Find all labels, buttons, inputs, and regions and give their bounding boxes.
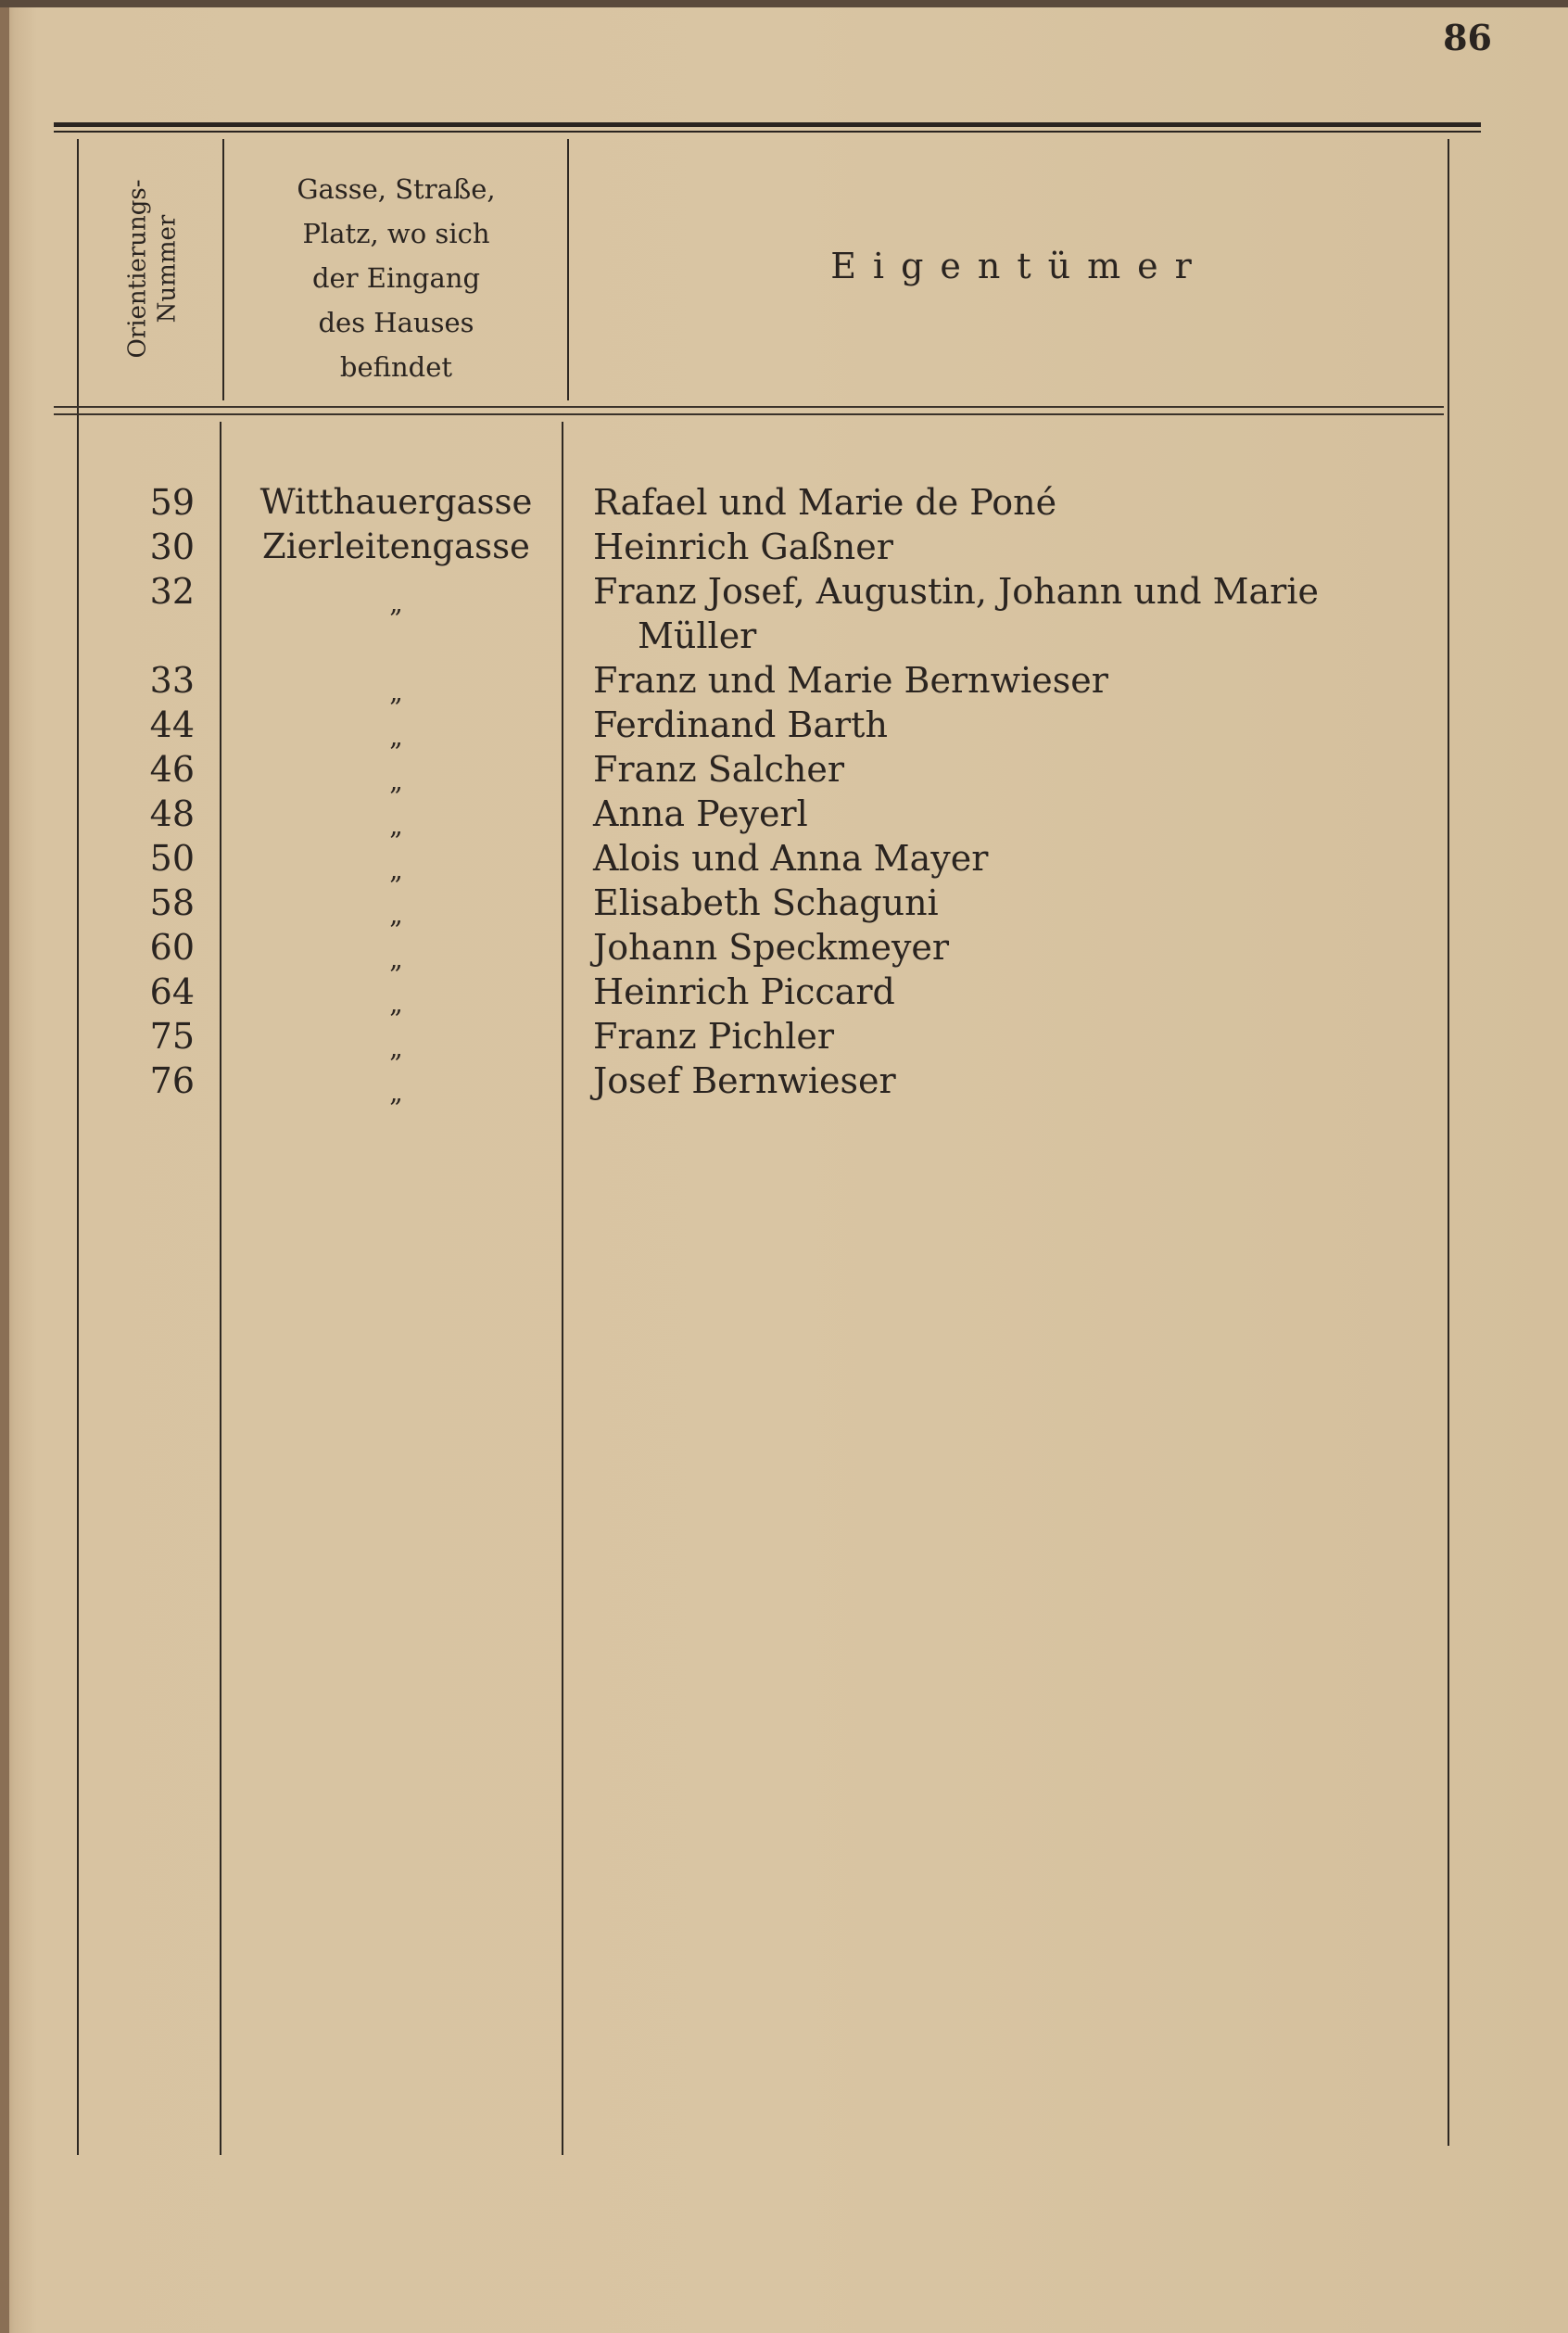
header-col1-line1: Orientierungs- <box>124 179 153 359</box>
row-street <box>227 747 565 794</box>
header-street <box>227 167 565 389</box>
header-rule-2 <box>54 413 1444 415</box>
row-number: 32 <box>149 571 195 612</box>
ditto-mark: „ <box>389 677 403 707</box>
header-col2-line5: befindet <box>339 351 453 383</box>
row-number: 46 <box>149 749 195 790</box>
column-divider-1 <box>222 139 224 400</box>
row-street <box>227 1014 565 1061</box>
table-row <box>0 1059 1568 1108</box>
header-orientation-number <box>83 139 222 399</box>
ditto-mark: „ <box>389 899 403 930</box>
row-owner: Rafael und Marie de Poné <box>593 482 1057 523</box>
row-street <box>227 703 565 750</box>
row-street: Witthauergasse <box>259 482 533 522</box>
row-street <box>227 925 565 972</box>
row-owner: Franz und Marie Bernwieser <box>593 660 1108 701</box>
column-divider-2 <box>567 139 569 400</box>
row-number: 33 <box>149 660 195 701</box>
table-left-border <box>77 139 79 2155</box>
table-row <box>0 792 1568 841</box>
row-number: 44 <box>149 704 195 745</box>
ditto-mark: „ <box>389 1077 403 1108</box>
row-number: 60 <box>149 927 195 968</box>
table-row <box>0 1014 1568 1063</box>
row-owner: Heinrich Piccard <box>593 971 895 1012</box>
header-col1-line2: Nummer <box>154 214 183 323</box>
table-row <box>0 925 1568 974</box>
row-owner: Elisabeth Schaguni <box>593 882 939 923</box>
ditto-mark: „ <box>389 588 403 618</box>
row-number: 75 <box>149 1016 195 1057</box>
row-owner <box>593 569 1418 658</box>
header-col2-line4: des Hauses <box>318 307 474 338</box>
table-row <box>0 970 1568 1019</box>
row-number: 48 <box>149 793 195 834</box>
row-street <box>227 792 565 839</box>
table-row <box>0 747 1568 796</box>
ditto-mark: „ <box>389 1033 403 1063</box>
table-row <box>0 480 1568 525</box>
row-owner: Franz Salcher <box>593 749 845 790</box>
row-street <box>227 970 565 1017</box>
ditto-mark: „ <box>389 721 403 752</box>
header-col2-line3: der Eingang <box>311 262 481 294</box>
table-row <box>0 658 1568 707</box>
table-right-border <box>1448 139 1449 2146</box>
row-street <box>227 1059 565 1106</box>
row-street <box>227 836 565 883</box>
row-owner-line1: Franz Josef, Augustin, Johann und Marie <box>593 571 1319 612</box>
table-row <box>0 836 1568 885</box>
row-owner-line2: Müller <box>638 615 757 656</box>
top-rule-thin <box>54 131 1481 133</box>
header-col2-line2: Platz, wo sich <box>302 218 490 249</box>
table-row <box>0 703 1568 752</box>
top-rule-thick <box>54 122 1481 127</box>
row-owner: Josef Bernwieser <box>593 1060 896 1101</box>
page-number: 86 <box>1443 17 1492 58</box>
row-owner: Heinrich Gaßner <box>593 526 893 567</box>
row-owner: Johann Speckmeyer <box>593 927 950 968</box>
ditto-mark: „ <box>389 810 403 841</box>
header-owner: Eigentümer <box>830 246 1208 286</box>
row-street: Zierleitengasse <box>262 526 530 566</box>
ditto-mark: „ <box>389 988 403 1019</box>
ditto-mark: „ <box>389 944 403 974</box>
row-owner: Anna Peyerl <box>593 793 808 834</box>
ditto-mark: „ <box>389 766 403 796</box>
row-number: 64 <box>149 971 195 1012</box>
row-number: 30 <box>149 526 195 567</box>
page-binding-edge <box>0 0 9 2333</box>
row-owner: Ferdinand Barth <box>593 704 888 745</box>
row-street <box>227 569 565 616</box>
table-row <box>0 569 1568 658</box>
row-owner: Alois und Anna Mayer <box>593 838 989 879</box>
row-number: 59 <box>149 482 195 523</box>
table-row <box>0 525 1568 569</box>
row-street <box>227 881 565 928</box>
row-number: 76 <box>149 1060 195 1101</box>
row-number: 50 <box>149 838 195 879</box>
header-rule-1 <box>54 406 1444 408</box>
row-street <box>227 658 565 705</box>
row-number: 58 <box>149 882 195 923</box>
page-top-edge <box>0 0 1568 7</box>
ditto-mark: „ <box>389 855 403 885</box>
row-owner: Franz Pichler <box>593 1016 835 1057</box>
table-row <box>0 881 1568 930</box>
table-body <box>0 480 1568 1108</box>
header-col2-line1: Gasse, Straße, <box>297 173 496 205</box>
